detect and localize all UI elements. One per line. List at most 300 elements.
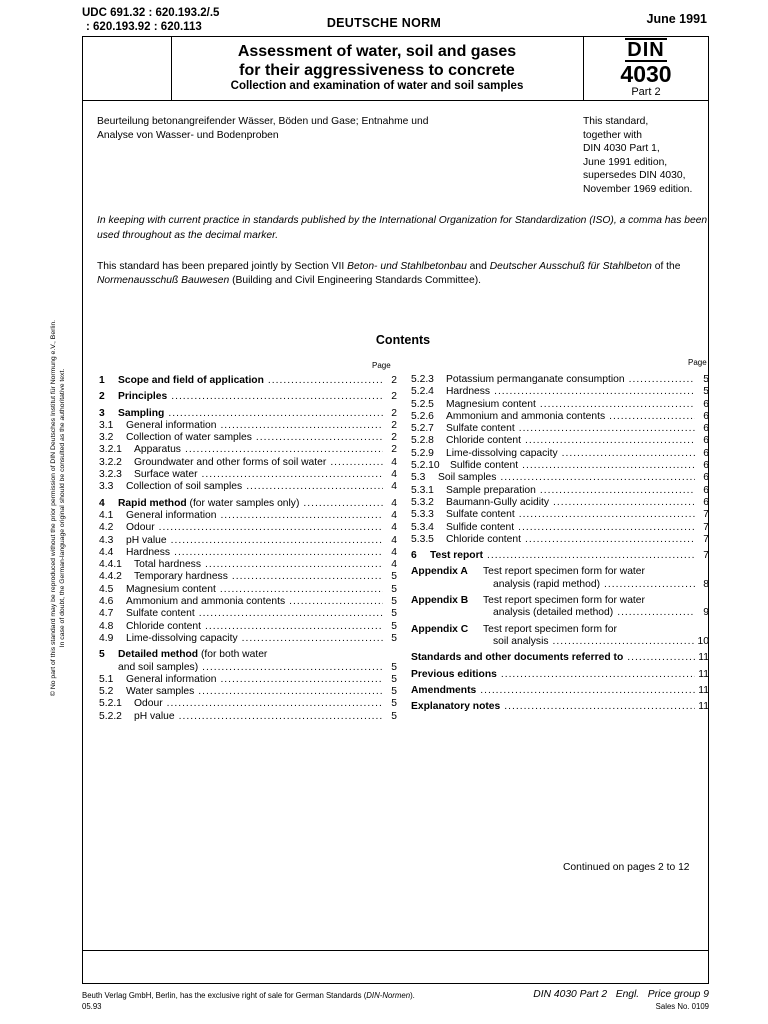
toc-leader <box>198 662 383 674</box>
prep-text: and <box>466 261 490 272</box>
toc-entry-label <box>126 633 238 645</box>
toc-entry-title: Rapid method <box>118 497 187 509</box>
toc-entry <box>411 411 709 423</box>
toc-entry-page: 4 <box>391 481 397 493</box>
appendix-title: Test report specimen form for water <box>483 566 645 578</box>
toc-entry <box>411 460 709 472</box>
toc-entry-page: 4 <box>391 534 397 546</box>
toc-entry-label <box>430 550 483 562</box>
toc-entry-title: pH value <box>134 710 175 722</box>
toc-entry-label <box>134 698 163 710</box>
toc-entry-label <box>126 686 194 698</box>
supersedes-line: June 1991 edition, <box>583 156 668 168</box>
supersedes-line: together with <box>583 129 642 141</box>
toc-leader <box>500 701 695 713</box>
toc-entry-page: 5 <box>703 374 709 385</box>
toc-entry-label <box>134 444 181 456</box>
toc-entry <box>411 485 709 497</box>
toc-entry-title: Sampling <box>118 407 165 419</box>
toc-leader <box>326 457 383 469</box>
toc-entry-label <box>446 423 515 435</box>
toc-leader <box>216 674 383 686</box>
toc-entry-number: 3.2.2 <box>99 456 122 468</box>
toc-entry-number: 5.1 <box>99 673 114 685</box>
footer-divider <box>82 950 709 951</box>
toc-entry-page: 5 <box>391 583 397 595</box>
toc-entry-label <box>446 374 625 386</box>
toc-entry-title: Hardness <box>126 546 171 558</box>
toc-entry-label <box>118 498 299 510</box>
toc-entry-page: 5 <box>391 673 397 685</box>
supersedes-line: supersedes DIN 4030, <box>583 170 686 181</box>
toc-entry <box>411 472 709 484</box>
toc-entry-page: 6 <box>703 484 709 496</box>
toc-entry-label <box>126 596 285 608</box>
toc-entry-page: 4 <box>391 456 397 468</box>
document-title <box>171 42 583 80</box>
toc-entry-number: 4.7 <box>99 608 114 620</box>
toc-entry-page: 6 <box>703 423 709 435</box>
toc-entry-page: 2 <box>391 375 397 386</box>
toc-leader <box>549 497 695 509</box>
toc-entry-number: 3.2 <box>99 432 114 444</box>
series-label: DEUTSCHE NORM <box>326 16 442 30</box>
toc-entry-number: 3.1 <box>99 419 114 431</box>
supersedes-line: This standard, <box>583 116 649 127</box>
toc-entry-page: 4 <box>391 497 397 509</box>
toc-entry-label <box>118 649 267 661</box>
toc-entry-number: 6 <box>411 550 417 562</box>
toc-leader <box>536 399 695 411</box>
toc-entry-title: General information <box>126 509 217 521</box>
toc-entry-number: 5.2.1 <box>99 698 122 710</box>
toc-entry <box>99 711 397 723</box>
toc-leader <box>201 559 383 571</box>
toc-entry-number: 2 <box>99 391 105 403</box>
beuth-text: Beuth Verlag GmbH, Berlin, has the exclusive right of sale for German Standards ( <box>82 991 367 1000</box>
prep-italic: Deutscher Ausschuß für Stahlbeton <box>489 261 652 272</box>
appendix-title-cont: analysis (rapid method) <box>493 578 601 590</box>
toc-entry-number: 5.2.5 <box>411 398 434 410</box>
toc-entry <box>99 547 397 559</box>
appendix-row-2 <box>411 636 709 648</box>
toc-entry-number: 5.2.3 <box>411 374 434 385</box>
toc-entry-number: 4.1 <box>99 509 114 521</box>
toc-entry <box>411 374 709 386</box>
toc-entry-page: 4 <box>391 509 397 521</box>
toc-entry-number: 5.3.4 <box>411 521 434 533</box>
toc-entry-label <box>126 510 216 522</box>
toc-leader <box>195 608 383 620</box>
toc-entry-page: 8 <box>703 578 709 590</box>
toc-entry-page: 11 <box>698 684 709 696</box>
toc-entry-label <box>446 448 558 460</box>
toc-entry-page: 7 <box>703 533 709 545</box>
appendix-entry <box>411 624 709 649</box>
toc-entry-page: 5 <box>391 571 397 583</box>
toc-entry-title: Apparatus <box>134 444 181 456</box>
toc-entry-page: 4 <box>391 559 397 571</box>
prep-italic: Beton- und Stahlbetonbau <box>347 261 467 272</box>
toc-leader <box>483 550 695 562</box>
appendix-entry <box>411 566 709 591</box>
toc-entry <box>99 662 397 674</box>
toc-entry-title: Chloride content <box>446 435 521 447</box>
german-title-line-2: Analyse von Wasser- und Bodenproben <box>97 130 279 141</box>
toc-entry <box>99 375 397 387</box>
din-logo: DIN <box>627 39 665 61</box>
udc-line-1: UDC 691.32 : 620.193.2/.5 <box>82 7 220 19</box>
toc-entry <box>411 669 709 681</box>
toc-entry <box>411 652 709 664</box>
toc-entry-title: Surface water <box>134 469 198 481</box>
toc-entry-number: 4.6 <box>99 596 114 608</box>
toc-entry-title-rest: (for both water <box>198 649 268 661</box>
toc-entry-label <box>134 469 198 481</box>
document-subtitle: Collection and examination of water and soil samples <box>230 80 524 92</box>
toc-entry-label <box>126 522 155 534</box>
toc-entry-title: Standards and other documents referred to <box>411 652 624 664</box>
toc-entry-label <box>134 559 201 571</box>
toc-entry <box>99 498 397 510</box>
appendix-row-1 <box>411 624 709 636</box>
toc-entry-page: 4 <box>391 522 397 534</box>
toc-entry-title: Amendments <box>411 684 477 696</box>
toc-entry-number: 5.3 <box>411 472 426 484</box>
toc-leader <box>252 432 383 444</box>
toc-entry-page: 5 <box>391 686 397 698</box>
toc-entry <box>99 457 397 469</box>
din-designation <box>583 38 709 98</box>
title-line-1: Assessment of water, soil and gases <box>237 43 517 60</box>
supersedes-line: DIN 4030 Part 1, <box>583 143 660 154</box>
toc-right-column <box>411 374 709 717</box>
toc-leader <box>299 498 383 510</box>
appendix-title: Test report specimen form for <box>483 623 617 635</box>
toc-entry-label <box>446 386 490 398</box>
page-column-label-left: Page <box>372 361 391 370</box>
toc-entry-page: 2 <box>391 407 397 419</box>
toc-leader <box>515 423 695 435</box>
toc-entry-label <box>134 571 228 583</box>
side-note-line-2: In case of doubt, the German-language original should be consulted as the authoritative text. <box>59 368 66 648</box>
toc-entry-page: 5 <box>391 596 397 608</box>
toc-entry-number: 5.2.7 <box>411 423 434 435</box>
toc-entry <box>99 649 397 661</box>
toc-entry <box>99 584 397 596</box>
toc-leader <box>490 386 695 398</box>
toc-leader <box>497 669 695 681</box>
toc-entry <box>411 685 709 697</box>
appendix-indent <box>411 579 493 591</box>
toc-entry-number: 4.2 <box>99 522 114 534</box>
toc-entry-title: Water samples <box>126 686 195 698</box>
toc-entry <box>411 423 709 435</box>
appendix-label: Appendix C <box>411 623 469 635</box>
toc-entry-title: Detailed method <box>118 649 199 661</box>
toc-leader <box>238 633 383 645</box>
toc-entry-title-rest: (for water samples only) <box>186 497 300 509</box>
toc-entry-title: Magnesium content <box>446 398 536 410</box>
toc-entry-number: 4.9 <box>99 632 114 644</box>
toc-entry-page: 2 <box>391 432 397 444</box>
toc-entry-page: 7 <box>703 521 709 533</box>
toc-entry <box>99 621 397 633</box>
toc-entry-page: 11 <box>698 701 709 713</box>
toc-entry-page: 5 <box>391 632 397 644</box>
appendix-entry <box>411 595 709 620</box>
appendix-label: Appendix B <box>411 595 469 607</box>
toc-entry <box>99 408 397 420</box>
toc-leader <box>476 685 695 697</box>
appendix-row-1 <box>411 595 709 607</box>
toc-leader <box>536 485 695 497</box>
toc-entry-page: 10 <box>697 635 709 647</box>
sales-number: Sales No. 0109 <box>655 1002 709 1011</box>
toc-entry <box>99 698 397 710</box>
toc-entry <box>99 596 397 608</box>
toc-entry <box>99 633 397 645</box>
toc-entry-page: 5 <box>391 710 397 722</box>
beuth-italic: DIN-Normen <box>366 991 411 1000</box>
toc-entry-label <box>118 391 167 403</box>
decimal-marker-note: In keeping with current practice in standards published by the International Organization for Standardization (ISO), a comma has been used throughout as the decimal marker. <box>97 215 708 241</box>
toc-entry-label <box>446 509 515 521</box>
toc-entry-page: 5 <box>391 608 397 620</box>
toc-entry-number: 5.3.2 <box>411 496 434 508</box>
toc-entry-number: 5.3.3 <box>411 509 434 521</box>
toc-entry-page: 6 <box>703 435 709 447</box>
toc-entry-page: 6 <box>703 472 709 484</box>
appendix-indent <box>411 607 493 619</box>
toc-entry-label <box>118 662 198 674</box>
toc-leader <box>194 686 383 698</box>
toc-entry-title: Collection of soil samples <box>126 481 243 493</box>
toc-entry-title: Principles <box>118 391 168 403</box>
toc-entry-number: 3.2.1 <box>99 444 122 456</box>
toc-leader <box>623 652 695 664</box>
toc-entry-title: Odour <box>134 698 163 710</box>
toc-entry <box>411 448 709 460</box>
toc-entry-title: Lime-dissolving capacity <box>446 447 558 459</box>
toc-entry-title: Potassium permanganate consumption <box>446 374 625 385</box>
toc-entry <box>411 509 709 521</box>
toc-entry-number: 5.2.10 <box>411 460 440 472</box>
toc-entry-number: 5.3.1 <box>411 484 434 496</box>
toc-entry-title: Sulfide content <box>450 460 519 472</box>
toc-entry <box>99 674 397 686</box>
toc-entry <box>99 469 397 481</box>
toc-entry-label <box>446 497 549 509</box>
toc-entry-title: Collection of water samples <box>126 432 252 444</box>
toc-leader <box>181 444 383 456</box>
toc-entry-title: Ammonium and ammonia contents <box>126 596 286 608</box>
toc-leader <box>198 469 383 481</box>
toc-entry-title: Sulfide content <box>446 521 515 533</box>
toc-entry-title: and soil samples) <box>118 661 199 673</box>
toc-entry-number: 4.4.2 <box>99 571 122 583</box>
toc-entry <box>411 399 709 411</box>
toc-leader <box>201 621 383 633</box>
toc-entry-title: Baumann-Gully acidity <box>446 496 550 508</box>
issue-date: June 1991 <box>646 12 707 26</box>
prep-italic: Normenausschuß Bauwesen <box>97 275 230 286</box>
toc-entry-number: 4.5 <box>99 583 114 595</box>
beuth-text: ). <box>410 991 415 1000</box>
toc-entry-label <box>446 411 605 423</box>
toc-entry-label <box>450 460 518 472</box>
appendix-title: Test report specimen form for water <box>483 595 645 607</box>
toc-entry <box>411 701 709 713</box>
toc-entry-page: 2 <box>391 444 397 456</box>
toc-entry-label <box>126 432 252 444</box>
toc-entry-title: Explanatory notes <box>411 701 501 713</box>
prep-text: This standard has been prepared jointly by Section VII <box>97 261 348 272</box>
toc-entry-label <box>126 608 195 620</box>
toc-entry <box>411 497 709 509</box>
toc-leader <box>613 607 695 619</box>
supersedes-line: November 1969 edition. <box>583 183 693 195</box>
toc-entry <box>411 534 709 546</box>
toc-entry-label <box>118 375 264 387</box>
toc-entry-label <box>446 435 521 447</box>
toc-entry-number: 5 <box>99 649 105 661</box>
toc-entry-page: 2 <box>391 419 397 431</box>
toc-leader <box>521 534 695 546</box>
german-title <box>97 115 517 143</box>
toc-leader <box>216 584 383 596</box>
toc-entry <box>99 686 397 698</box>
appendix-row-2 <box>411 579 709 591</box>
toc-entry-page: 7 <box>703 550 709 562</box>
toc-entry <box>99 571 397 583</box>
copyright-side-note <box>49 268 79 748</box>
toc-leader <box>242 481 383 493</box>
toc-entry-title: Sulfate content <box>446 423 515 435</box>
toc-entry-label <box>438 472 496 484</box>
toc-leader <box>549 636 695 648</box>
toc-leader <box>558 448 695 460</box>
toc-entry-page: 6 <box>703 398 709 410</box>
toc-leader <box>155 522 383 534</box>
toc-entry-number: 5.3.5 <box>411 533 434 545</box>
toc-leader <box>164 408 383 420</box>
toc-entry-title: Odour <box>126 522 155 534</box>
continued-note: Continued on pages 2 to 12 <box>563 862 690 873</box>
toc-entry-number <box>99 662 118 674</box>
toc-entry-number: 5.2.8 <box>411 435 434 447</box>
toc-entry-number: 5.2.4 <box>411 386 434 398</box>
toc-entry-number: 5.2 <box>99 686 114 698</box>
toc-entry-title: Total hardness <box>134 559 201 571</box>
contents-heading: Contents <box>375 333 431 347</box>
prep-text: (Building and Civil Engineering Standards Committee). <box>229 275 482 286</box>
toc-entry-number: 4.4.1 <box>99 559 122 571</box>
toc-entry-title: Sulfate content <box>126 608 195 620</box>
toc-entry <box>99 391 397 403</box>
header-divider <box>82 100 709 101</box>
toc-entry-number: 4.8 <box>99 620 114 632</box>
print-code: 05.93 <box>82 1002 102 1011</box>
appendix-label: Appendix A <box>411 566 468 578</box>
toc-leader <box>163 698 383 710</box>
toc-entry-number: 5.2.2 <box>99 710 122 722</box>
toc-entry-label <box>126 420 216 432</box>
appendix-title-cont: analysis (detailed method) <box>493 607 614 619</box>
toc-leader <box>167 535 383 547</box>
toc-entry-title: Sulfate content <box>446 509 515 521</box>
toc-entry-label <box>126 547 170 559</box>
toc-entry-label <box>126 621 201 633</box>
appendix-row-1 <box>411 566 709 578</box>
toc-entry <box>411 386 709 398</box>
toc-entry-title: General information <box>126 419 217 431</box>
toc-entry-page: 9 <box>703 607 709 619</box>
toc-entry-title: pH value <box>126 534 167 546</box>
side-note-line-1: © No part of this standard may be reproduced without the prior permission of DIN Deutsches Institut für Normung e.V., Berlin. <box>50 319 57 697</box>
toc-entry-title: Ammonium and ammonia contents <box>446 410 606 422</box>
page-column-label-right: Page <box>688 358 707 367</box>
publisher-note <box>82 990 415 1012</box>
german-title-line-1: Beurteilung betonangreifender Wässer, Böden und Gase; Entnahme und <box>97 116 429 127</box>
toc-entry-page: 11 <box>698 668 709 680</box>
toc-leader <box>170 547 383 559</box>
toc-leader <box>514 522 695 534</box>
toc-entry-page: 4 <box>391 546 397 558</box>
toc-leader <box>228 571 383 583</box>
toc-entry <box>99 444 397 456</box>
toc-entry-page: 7 <box>703 509 709 521</box>
toc-entry-title: Soil samples <box>438 472 497 484</box>
toc-entry-title: General information <box>126 673 217 685</box>
toc-leader <box>167 391 383 403</box>
toc-entry-number: 3.3 <box>99 481 114 493</box>
toc-entry-title: Test report <box>430 550 484 562</box>
toc-entry-page: 5 <box>391 661 397 673</box>
toc-entry-title: Hardness <box>446 386 491 398</box>
toc-entry-page: 5 <box>391 698 397 710</box>
toc-left-column <box>99 375 397 723</box>
toc-entry-page: 11 <box>698 652 709 664</box>
toc-entry-label <box>126 535 167 547</box>
toc-entry-title: Groundwater and other forms of soil water <box>134 456 327 468</box>
toc-entry-number: 1 <box>99 375 105 386</box>
toc-entry-label <box>446 399 536 411</box>
toc-entry-page: 2 <box>391 391 397 403</box>
prep-text: of the <box>651 261 681 272</box>
toc-entry <box>99 535 397 547</box>
toc-entry <box>99 420 397 432</box>
toc-leader <box>605 411 695 423</box>
toc-leader <box>521 435 695 447</box>
toc-entry-label <box>446 485 536 497</box>
preparation-note <box>97 260 709 288</box>
toc-entry-page: 6 <box>703 496 709 508</box>
toc-entry-title: Lime-dissolving capacity <box>126 632 238 644</box>
toc-entry <box>99 608 397 620</box>
toc-entry-number: 4.4 <box>99 546 114 558</box>
toc-entry-number: 5.2.9 <box>411 447 434 459</box>
toc-leader <box>625 374 695 386</box>
toc-entry-page: 5 <box>391 620 397 632</box>
toc-entry-page: 4 <box>391 469 397 481</box>
toc-entry-label <box>134 457 326 469</box>
toc-entry-page: 6 <box>703 447 709 459</box>
toc-entry-title: Chloride content <box>126 620 201 632</box>
toc-entry <box>411 435 709 447</box>
toc-entry-label <box>126 674 216 686</box>
toc-entry-label <box>134 711 175 723</box>
